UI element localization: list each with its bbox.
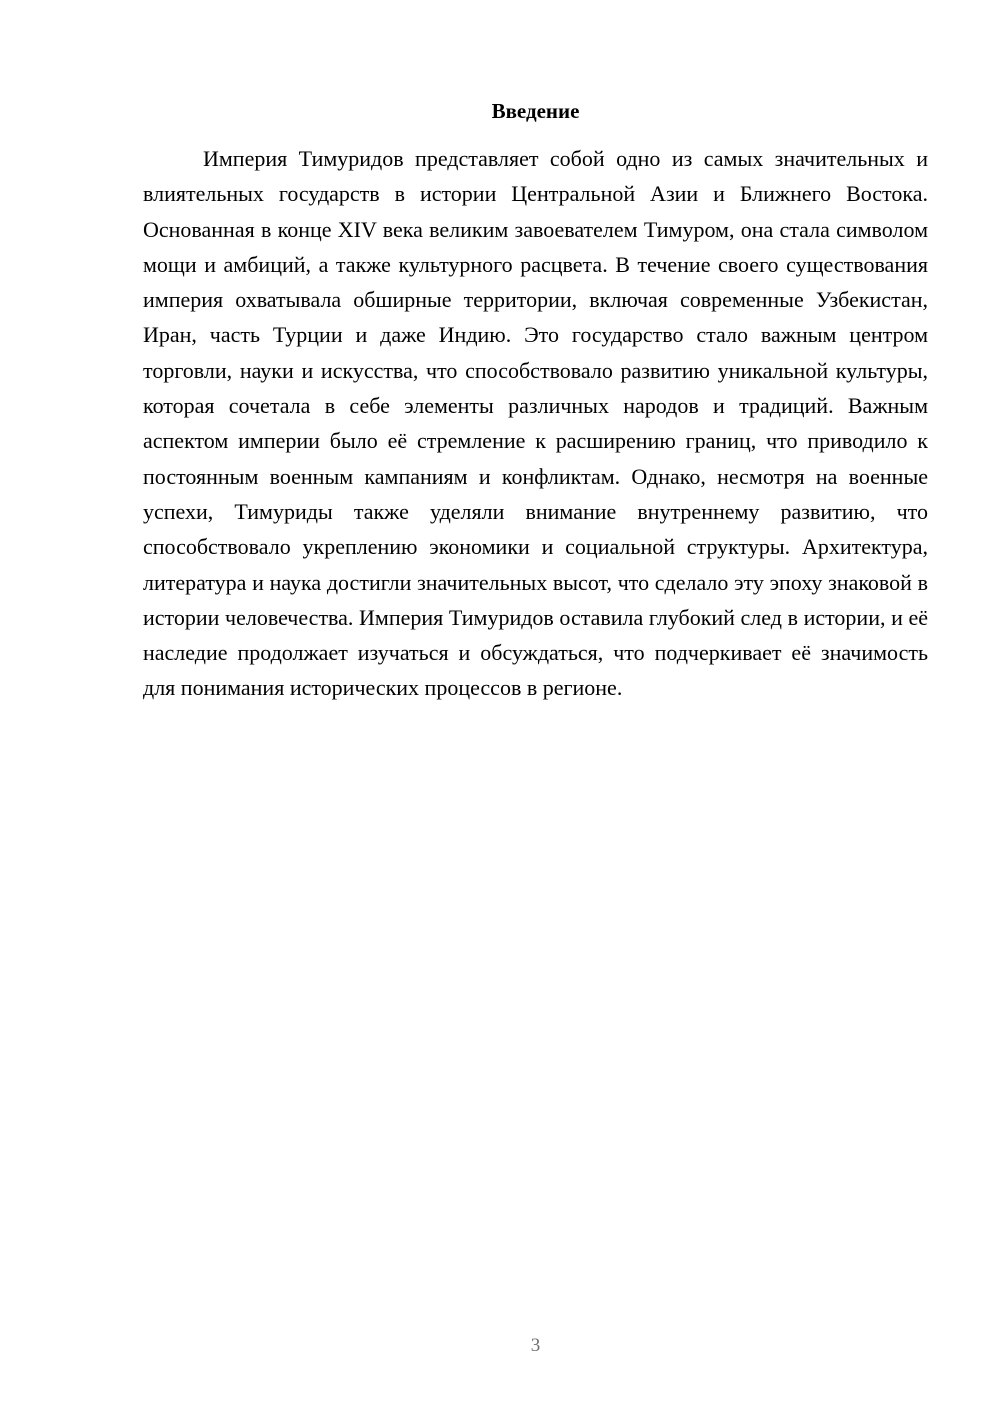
page-title: Введение bbox=[491, 99, 580, 123]
body-paragraph: Империя Тимуридов представляет собой одно из самых значительных и влиятельных государств в истории Центральной Азии и Ближнего Востока. Основанная в конце XIV века великим завоевателем Тимуром, она стала символом мощи и амбиций, а также культурного расцвета. В течение своего существования империя охватывала обширные территории, включая современные Узбекистан, Иран, часть Турции и даже Индию. Это государство стало важным центром торговли, науки и искусства, что способствовало развитию уникальной культуры, которая сочетала в себе элементы различных народов и традиций. Важным аспектом империи было её стремление к расширению границ, что приводило к постоянным военным кампаниям и конфликтам. Однако, несмотря на военные успехи, Тимуриды также уделяли внимание внутреннему развитию, что способствовало укреплению экономики и социальной структуры. Архитектура, литература и наука достигли значительных высот, что сделало эту эпоху знаковой в истории человечества. Империя Тимуридов оставила глубокий след в истории, и её наследие продолжает изучаться и обсуждаться, что подчеркивает её значимость для понимания исторических процессов в регионе. bbox=[143, 146, 928, 701]
page-number: 3 bbox=[530, 1335, 541, 1356]
